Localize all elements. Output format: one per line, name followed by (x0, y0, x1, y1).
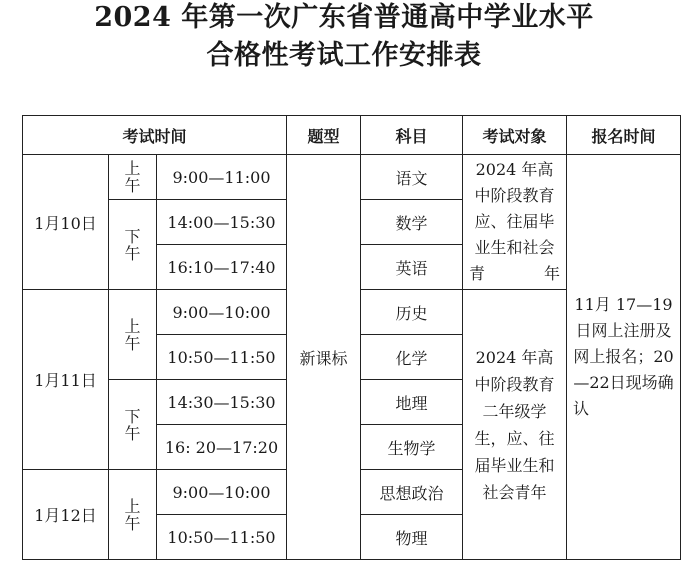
document-title-line1: 2024 年第一次广东省普通高中学业水平 (94, 2, 594, 33)
pm-cell (109, 200, 157, 290)
am-cell (109, 155, 157, 200)
day-cell: 1月11日 (23, 290, 109, 470)
am-label: 上 午 (124, 159, 141, 195)
time-slot: 10:50—11:50 (157, 335, 287, 380)
time-slot: 9:00—10:00 (157, 470, 287, 515)
subject-cell: 地理 (361, 380, 463, 425)
time-slot: 9:00—11:00 (157, 155, 287, 200)
day-cell: 1月10日 (23, 155, 109, 290)
table-row (23, 155, 681, 200)
subject-cell: 英语 (361, 245, 463, 290)
am-label: 上 午 (124, 496, 141, 533)
subject-cell: 语文 (361, 155, 463, 200)
question-type-cell: 新课标 (287, 155, 361, 560)
time-slot: 10:50—11:50 (157, 515, 287, 560)
header-type: 题型 (287, 116, 361, 155)
registration-cell: 11月 17—19日网上注册及网上报名；20—22日现场确认 (567, 155, 681, 560)
time-slot: 16: 20—17:20 (157, 425, 287, 470)
pm-label: 下 午 (124, 406, 141, 443)
time-slot: 14:00—15:30 (157, 200, 287, 245)
am-label: 上 午 (124, 316, 141, 353)
am-cell (109, 290, 157, 380)
target-cell-2: 2024 年高中阶段教育二年级学生，应、往届毕业生和社会青年 (463, 290, 567, 560)
subject-cell: 历史 (361, 290, 463, 335)
time-slot: 16:10—17:40 (157, 245, 287, 290)
pm-label: 下 午 (124, 226, 141, 263)
header-time: 考试时间 (23, 116, 287, 155)
subject-cell: 化学 (361, 335, 463, 380)
pm-cell (109, 380, 157, 470)
day-cell: 1月12日 (23, 470, 109, 560)
schedule-table (22, 115, 681, 560)
am-cell (109, 470, 157, 560)
target-cell-1: 2024 年高中阶段教育应、往届毕业生和社会青年 (463, 155, 567, 290)
time-slot: 9:00—10:00 (157, 290, 287, 335)
header-subject: 科目 (361, 116, 463, 155)
subject-cell: 数学 (361, 200, 463, 245)
subject-cell: 生物学 (361, 425, 463, 470)
document-title-line2: 合格性考试工作安排表 (206, 40, 482, 71)
time-slot: 14:30—15:30 (157, 380, 287, 425)
header-row (23, 116, 681, 155)
subject-cell: 物理 (361, 515, 463, 560)
header-target: 考试对象 (463, 116, 567, 155)
subject-cell: 思想政治 (361, 470, 463, 515)
header-registration: 报名时间 (567, 116, 681, 155)
